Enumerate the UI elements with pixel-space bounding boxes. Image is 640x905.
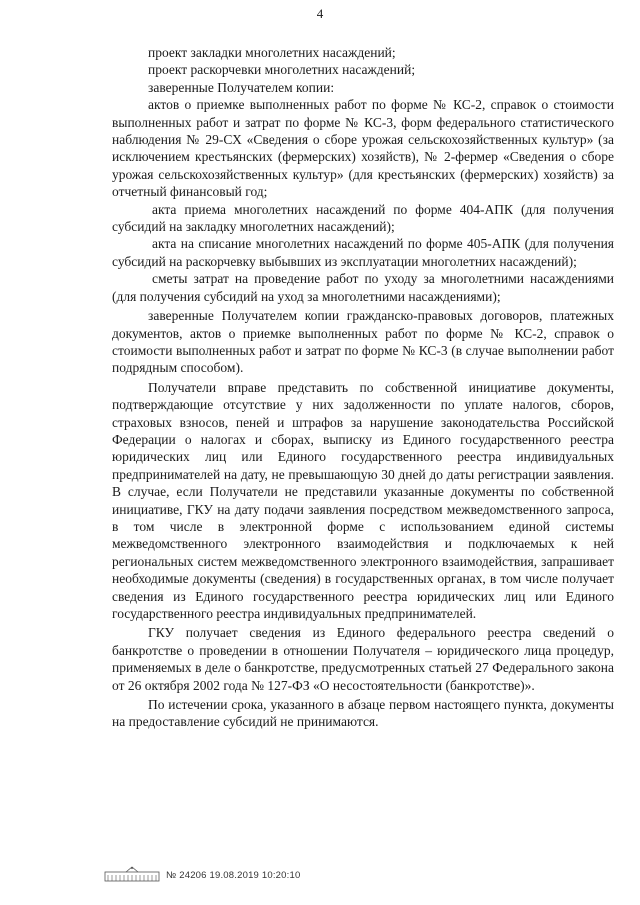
paragraph-7: сметы затрат на проведение работ по уходу за многолетними насаждениями (для получения субсидий на уход за многолетними насаждениями); xyxy=(112,271,614,304)
paragraph-8: заверенные Получателем копии гражданско-правовых договоров, платежных документов, актов о приемке выполненных работ по форме № КС-2, справок о стоимости выполненных работ и затрат по форме № КС-3 (в случае выполнении работ подрядным способом). xyxy=(112,308,614,376)
paragraph-5: акта приема многолетних насаждений по форме 404-АПК (для получения субсидий на закладку многолетних насаждений); xyxy=(112,201,614,235)
paragraph-6: акта на списание многолетних насаждений по форме 405-АПК (для получения субсидий на раскорчевку выбывших из эксплуатации многолетних насаждений); xyxy=(112,236,614,269)
paragraph-2: проект раскорчевки многолетних насаждений; xyxy=(148,62,416,78)
paragraph-10: ГКУ получает сведения из Единого федерального реестра сведений о банкротстве о проведении в отношении Получателя – юридического лица процедур, применяемых в деле о банкротстве, предусмотренных статьей 27 Федерального закона от 26 октября 2002 года № 127-ФЗ «О несостоятельности (банкротстве)». xyxy=(112,625,614,693)
paragraph-3: заверенные Получателем копии: xyxy=(148,79,335,95)
paragraph-1: проект закладки многолетних насаждений; xyxy=(148,45,396,60)
paragraph-11: По истечении срока, указанного в абзаце первом настоящего пункта, документы на предоставление субсидий не принимаются. xyxy=(112,697,614,730)
paragraph-9: Получатели вправе представить по собственной инициативе документы, подтверждающие отсутствие у них задолженности по уплате налогов, сборов, страховых взносов, пеней и штрафов за нарушение законодательства Российской Федерации о налогах и сборах, выписку из Единого государственного реестра юридических лиц или Единого государственного реестра индивидуальных предпринимателей на дату, не превышающую 30 дней до даты регистрации заявления. В случае, если Получатели не представили указанные документы по собственной инициативе, ГКУ на дату подачи заявления посредством межведомственного запроса, в том числе в электронной форме с использованием единой системы межведомственного электронного взаимодействия и подключаемых к ней региональных систем межведомственного электронного взаимодействия, запрашивает необходимые документы (сведения) в государственных органах, в том числе получает сведения из Единого государственного реестра юридических лиц или Единого государственного реестра индивидуальных предпринимателей. xyxy=(112,379,614,621)
document-registration-id: № 24206 19.08.2019 10:20:10 xyxy=(166,869,301,881)
document-body xyxy=(112,44,614,731)
document-footer xyxy=(104,866,300,884)
page-number: 4 xyxy=(316,6,324,21)
registry-stamp-icon xyxy=(104,866,160,884)
paragraph-4: актов о приемке выполненных работ по форме № КС-2, справок о стоимости выполненных работ и затрат по форме № КС-3, форм федерального статистического наблюдения № 29-СХ «Сведения о сборе урожая сельскохозяйственных культур» (за исключением крестьянских (фермерских) хозяйств), № 2-фермер «Сведения о сборе урожая сельскохозяйственных культур» (для крестьянских (фермерских) хозяйств) за отчетный финансовый год; xyxy=(112,97,614,200)
